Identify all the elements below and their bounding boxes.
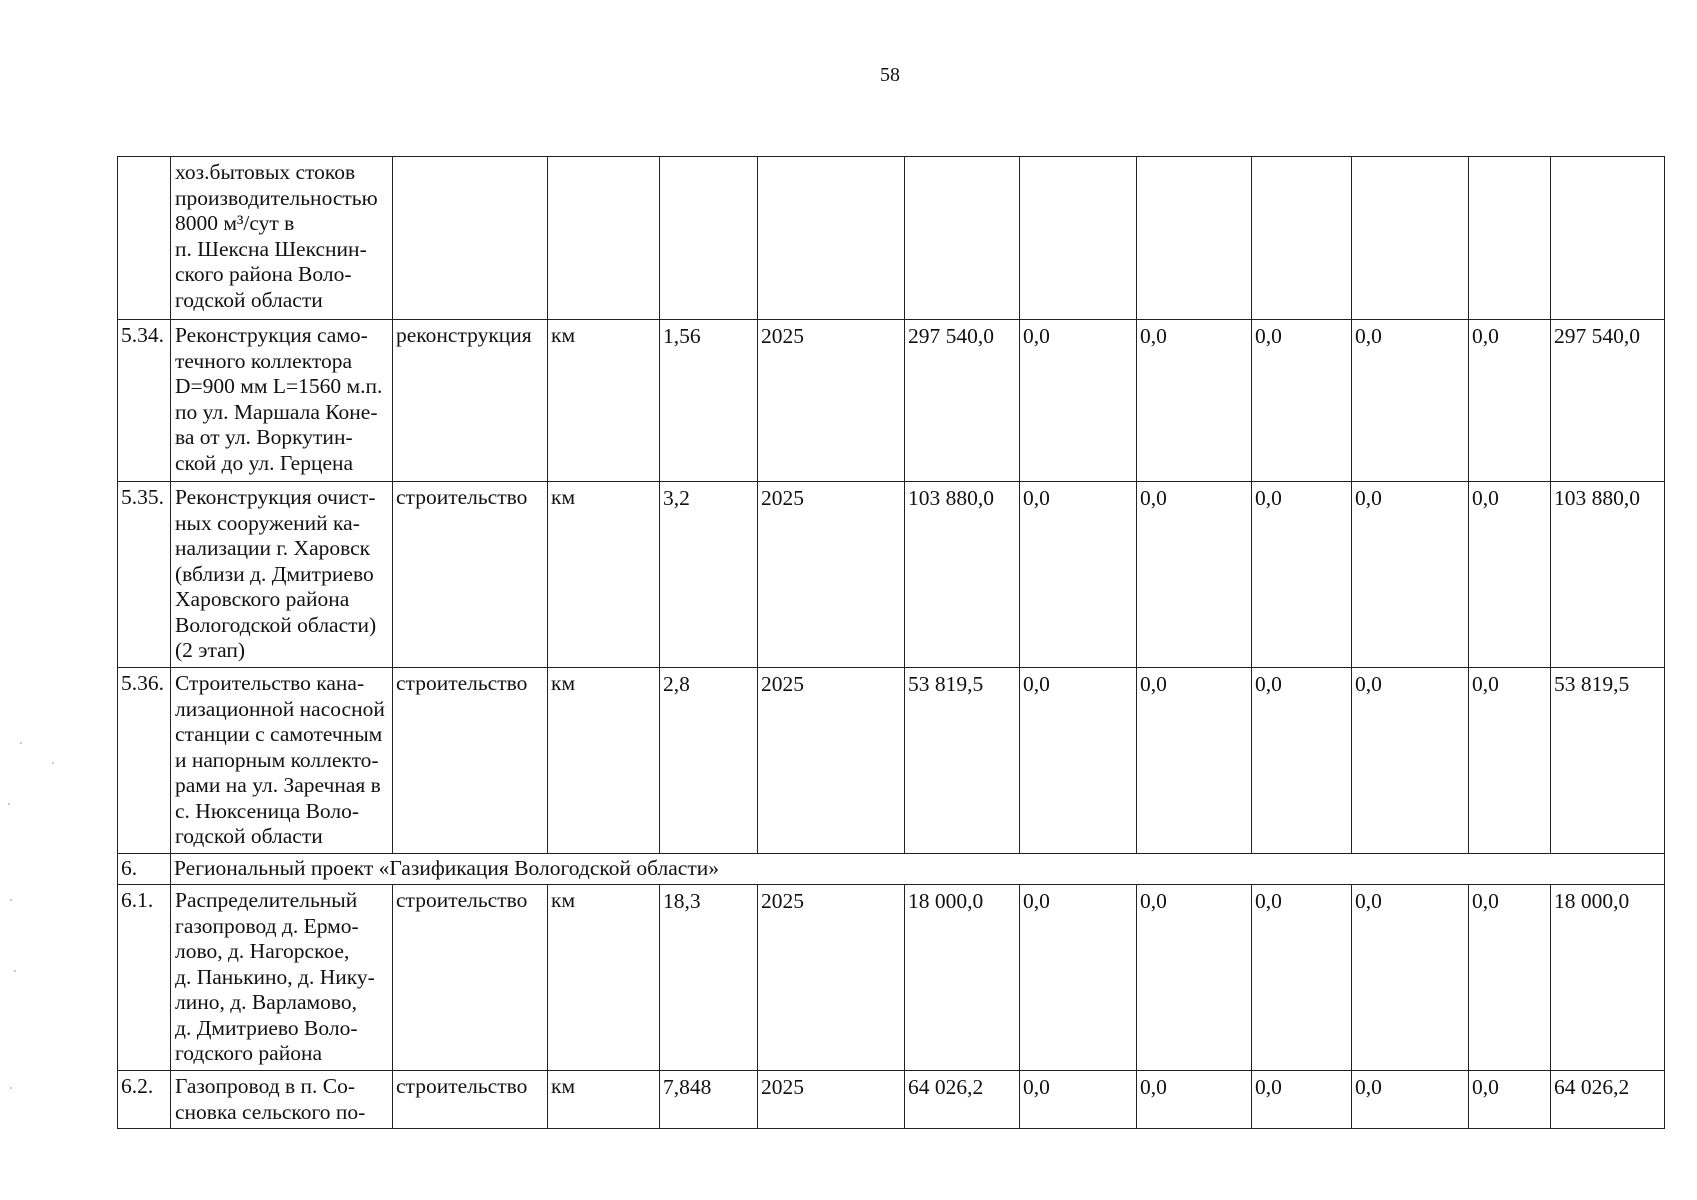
work-name: Распределительный газопровод д. Ермо- лово, д. Нагорское, д. Панькино, д. Нику- лино, д. Варламово, д. Дмитриево Воло- годского района xyxy=(171,885,393,1071)
cost-col-6: 18 000,0 xyxy=(1551,885,1665,1071)
work-name: Реконструкция само- течного коллектора D=900 мм L=1560 м.п. по ул. Маршала Коне- ва от ул. Воркутин- ской до ул. Герцена xyxy=(171,320,393,482)
cost-col-4: 0,0 xyxy=(1352,885,1469,1071)
scan-artifact xyxy=(14,970,16,972)
scan-artifact xyxy=(8,803,10,805)
page-number: 58 xyxy=(880,64,900,86)
work-name: Реконструкция очист- ных сооружений ка- нализации г. Харовск (вблизи д. Дмитриево Харовского района Вологодской области) (2 этап) xyxy=(171,482,393,668)
cost-col-5: 0,0 xyxy=(1469,1071,1551,1129)
cost-col-3: 0,0 xyxy=(1252,482,1352,668)
capacity: 1,56 xyxy=(660,320,758,482)
work-type xyxy=(393,157,548,320)
total-cost: 103 880,0 xyxy=(905,482,1020,668)
unit: км xyxy=(548,1071,660,1129)
cost-col-4: 0,0 xyxy=(1352,1071,1469,1129)
cost-col-2: 0,0 xyxy=(1137,885,1252,1071)
total-cost: 53 819,5 xyxy=(905,668,1020,854)
total-cost xyxy=(905,157,1020,320)
cost-col-1: 0,0 xyxy=(1020,482,1137,668)
work-type: строительство xyxy=(393,885,548,1071)
cost-col-1: 0,0 xyxy=(1020,320,1137,482)
year xyxy=(758,157,905,320)
unit: км xyxy=(548,482,660,668)
cost-col-6: 64 026,2 xyxy=(1551,1071,1665,1129)
year: 2025 xyxy=(758,482,905,668)
cost-col-2: 0,0 xyxy=(1137,1071,1252,1129)
cost-col-3: 0,0 xyxy=(1252,668,1352,854)
table-row xyxy=(118,668,1665,854)
cost-col-6 xyxy=(1551,157,1665,320)
work-name: Строительство кана- лизационной насосной станции с самотечным и напорным коллекто- рами на ул. Заречная в с. Нюксеница Воло- годской области xyxy=(171,668,393,854)
cost-col-5: 0,0 xyxy=(1469,885,1551,1071)
cost-col-1: 0,0 xyxy=(1020,885,1137,1071)
cost-col-5: 0,0 xyxy=(1469,320,1551,482)
work-name: хоз.бытовых стоков производительностью 8000 м³/сут в п. Шексна Шекснин- ского района Воло- годской области xyxy=(171,157,393,320)
total-cost: 64 026,2 xyxy=(905,1071,1020,1129)
work-type: строительство xyxy=(393,1071,548,1129)
table-row xyxy=(118,320,1665,482)
scan-artifact xyxy=(10,1087,12,1089)
cost-col-1: 0,0 xyxy=(1020,668,1137,854)
unit: км xyxy=(548,668,660,854)
work-type: реконструкция xyxy=(393,320,548,482)
cost-col-3: 0,0 xyxy=(1252,1071,1352,1129)
row-number xyxy=(118,157,171,320)
cost-col-5 xyxy=(1469,157,1551,320)
year: 2025 xyxy=(758,668,905,854)
cost-col-2: 0,0 xyxy=(1137,482,1252,668)
table-body xyxy=(118,157,1665,1129)
row-number: 5.36. xyxy=(118,668,171,854)
cost-col-3: 0,0 xyxy=(1252,320,1352,482)
table-row xyxy=(118,885,1665,1071)
scan-artifact xyxy=(52,762,54,764)
cost-col-3: 0,0 xyxy=(1252,885,1352,1071)
capacity: 2,8 xyxy=(660,668,758,854)
cost-col-4: 0,0 xyxy=(1352,482,1469,668)
capacity: 7,848 xyxy=(660,1071,758,1129)
section-number: 6. xyxy=(118,854,171,885)
section-title: Региональный проект «Газификация Вологодской области» xyxy=(171,854,1665,885)
capacity xyxy=(660,157,758,320)
cost-col-6: 53 819,5 xyxy=(1551,668,1665,854)
cost-col-4 xyxy=(1352,157,1469,320)
table-row xyxy=(118,482,1665,668)
cost-col-2: 0,0 xyxy=(1137,668,1252,854)
section-row xyxy=(118,854,1665,885)
table-row xyxy=(118,1071,1665,1129)
cost-col-4: 0,0 xyxy=(1352,320,1469,482)
cost-col-5: 0,0 xyxy=(1469,668,1551,854)
year: 2025 xyxy=(758,885,905,1071)
work-name: Газопровод в п. Со- сновка сельского по- xyxy=(171,1071,393,1129)
cost-col-4: 0,0 xyxy=(1352,668,1469,854)
row-number: 6.2. xyxy=(118,1071,171,1129)
unit xyxy=(548,157,660,320)
total-cost: 18 000,0 xyxy=(905,885,1020,1071)
cost-col-6: 103 880,0 xyxy=(1551,482,1665,668)
cost-col-6: 297 540,0 xyxy=(1551,320,1665,482)
row-number: 6.1. xyxy=(118,885,171,1071)
data-table xyxy=(117,156,1665,1129)
total-cost: 297 540,0 xyxy=(905,320,1020,482)
row-number: 5.35. xyxy=(118,482,171,668)
cost-col-5: 0,0 xyxy=(1469,482,1551,668)
year: 2025 xyxy=(758,1071,905,1129)
unit: км xyxy=(548,885,660,1071)
cost-col-1 xyxy=(1020,157,1137,320)
work-type: строительство xyxy=(393,668,548,854)
unit: км xyxy=(548,320,660,482)
scan-artifact xyxy=(20,742,22,744)
cost-col-1: 0,0 xyxy=(1020,1071,1137,1129)
work-type: строительство xyxy=(393,482,548,668)
capacity: 18,3 xyxy=(660,885,758,1071)
row-number: 5.34. xyxy=(118,320,171,482)
cost-col-2 xyxy=(1137,157,1252,320)
capacity: 3,2 xyxy=(660,482,758,668)
cost-col-2: 0,0 xyxy=(1137,320,1252,482)
year: 2025 xyxy=(758,320,905,482)
cost-col-3 xyxy=(1252,157,1352,320)
table-row xyxy=(118,157,1665,320)
scan-artifact xyxy=(10,899,12,901)
